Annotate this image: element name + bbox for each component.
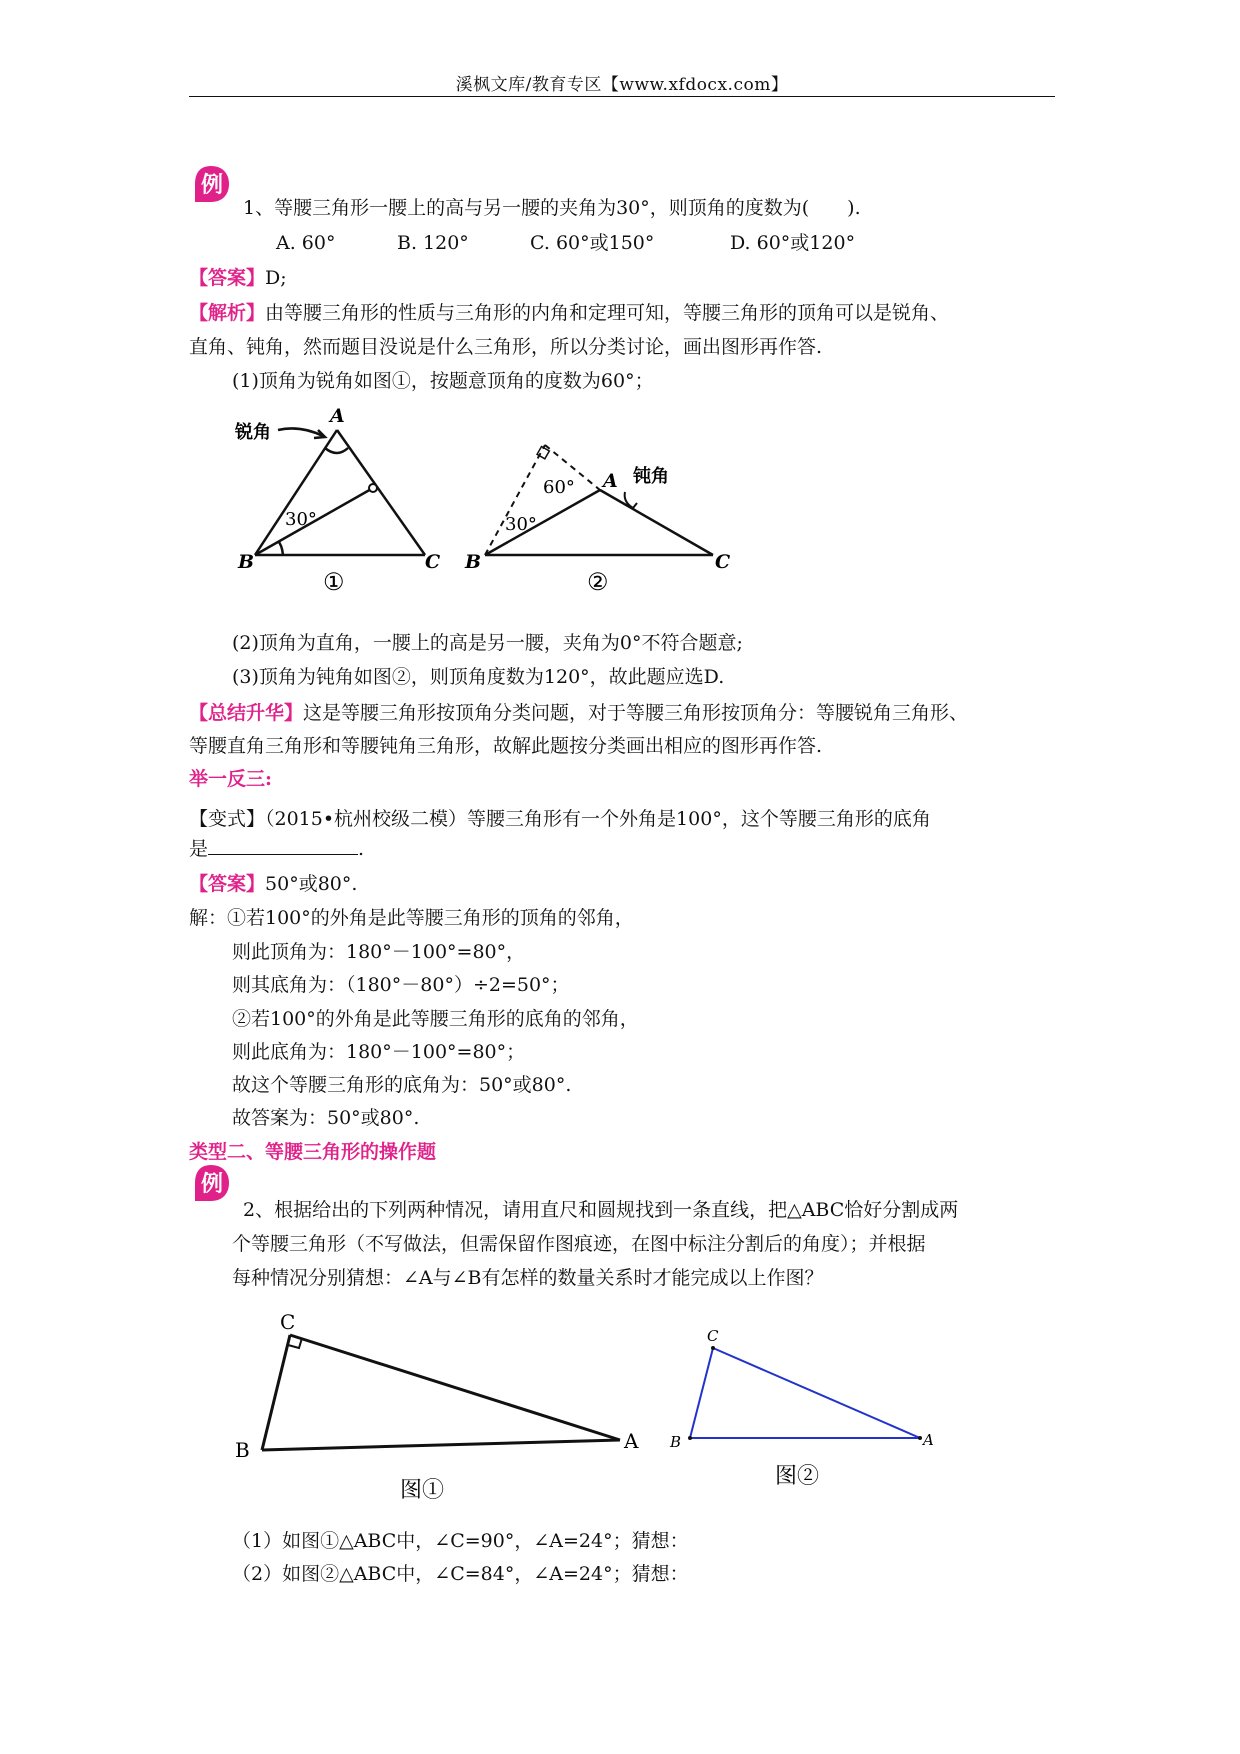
header-divider [189,96,1055,97]
answer-text: D; [265,267,287,289]
fig2-side-ac [600,490,713,555]
fig2-obtuse-label: 钝角 [633,466,669,487]
practice-heading: 举一反三: [189,768,273,790]
fig3-label-a: A [624,1429,639,1453]
q1-case1: (1)顶角为锐角如图①，按题意顶角的度数为60°； [232,370,654,392]
figure-1 [230,400,460,610]
fig3-side-ab [262,1440,620,1450]
example-badge-icon [191,164,231,204]
solution-line-1: 解：①若100°的外角是此等腰三角形的顶角的邻角， [189,907,634,929]
badge-label: 例 [200,172,224,198]
fig3-label-c: C [280,1310,296,1334]
variant-prefix: 是 [189,838,209,860]
fig3-caption: 图① [400,1478,445,1503]
solution-line-6: 故这个等腰三角形的底角为：50°或80°. [232,1074,572,1096]
fig1-foot-marker [369,484,377,492]
q1-analysis-l2: 直角、钝角，然而题目没说是什么三角形，所以分类讨论，画出图形再作答. [189,336,823,358]
q1-option-d: D. 60°或120° [730,232,856,254]
figure-3 [230,1305,650,1505]
q2-stem-l3: 每种情况分别猜想：∠A与∠B有怎样的数量关系时才能完成以上作图？ [232,1267,824,1289]
fig1-label-c: C [425,551,441,573]
q2-sub2: （2）如图②△ABC中，∠C=84°，∠A=24°；猜想： [232,1563,689,1585]
fig4-side-bc [690,1348,713,1438]
fig3-side-bc [262,1335,290,1450]
q1-summary-l1 [189,700,968,726]
fig1-arrow [278,428,323,436]
analysis-tag: 【解析】 [189,302,266,324]
fig4-side-ca [713,1348,920,1438]
fig4-caption: 图② [775,1464,820,1489]
fig4-label-b: B [670,1433,682,1451]
fig2-angle-30: 30° [505,514,537,535]
fig1-side-ac [337,430,425,555]
solution-line-5: 则此底角为：180°－100°=80°； [232,1041,526,1063]
q1-analysis-l1 [189,300,949,326]
fig2-label-a: A [603,470,618,492]
fig1-label-b: B [238,551,255,573]
practice-answer-text: 50°或80°. [265,873,358,895]
q1-case3: (3)顶角为钝角如图②，则顶角度数为120°，故此题应选D. [232,666,725,688]
q1-summary-l2: 等腰直角三角形和等腰钝角三角形，故解此题按分类画出相应的图形再作答. [189,735,823,757]
q1-case2: (2)顶角为直角，一腰上的高是另一腰，夹角为0°不符合题意; [232,632,743,654]
figure-4 [665,1320,955,1500]
figure-2 [455,430,745,610]
fig1-acute-label: 锐角 [235,422,271,443]
summary-text-1: 这是等腰三角形按顶角分类问题，对于等腰三角形按顶角分：等腰锐角三角形、 [303,702,969,724]
type2-heading: 类型二、等腰三角形的操作题 [189,1141,437,1163]
fig1-label-a: A [330,405,345,427]
practice-answer [189,871,357,897]
fig4-label-a: A [923,1431,934,1449]
fig2-angle-60: 60° [543,477,575,498]
q2-stem-l1: 2、根据给出的下列两种情况，请用直尺和圆规找到一条直线，把△ABC恰好分割成两 [243,1199,959,1221]
summary-tag: 【总结升华】 [189,702,304,724]
solution-line-2: 则此顶角为：180°－100°=80°， [232,941,526,963]
fig1-angle-30: 30° [285,509,317,530]
variant-l1: 【变式】（2015•杭州校级二模）等腰三角形有一个外角是100°，这个等腰三角形的底角 [189,808,931,830]
fig2-label-b: B [465,551,482,573]
q2-stem-l2: 个等腰三角形（不写做法，但需保留作图痕迹，在图中标注分割后的角度）；并根据 [232,1233,926,1255]
fig1-apex-arc [325,448,348,453]
fig4-label-c: C [707,1327,719,1345]
fig1-base-arc [278,541,283,555]
fig1-caption: ① [323,568,345,596]
q1-option-a: A. 60° [276,232,336,254]
solution-line-7: 故答案为：50°或80°. [232,1107,420,1129]
answer-tag: 【答案】 [189,267,266,289]
solution-line-3: 则其底角为：（180°－80°）÷2=50°； [232,974,570,996]
answer-blank [208,836,358,855]
variant-suffix: . [358,838,365,860]
fig3-side-ca [290,1335,620,1440]
badge-label: 例 [200,1171,224,1197]
solution-line-4: ②若100°的外角是此等腰三角形的底角的邻角， [232,1008,639,1030]
q1-option-c: C. 60°或150° [530,232,655,254]
page-header: 溪枫文库/教育专区【www.xfdocx.com】 [455,75,789,95]
q1-stem: 1、等腰三角形一腰上的高与另一腰的夹角为30°，则顶角的度数为( ). [243,197,861,219]
variant-l2 [189,836,364,862]
q1-answer [189,265,287,291]
practice-answer-tag: 【答案】 [189,873,266,895]
example-badge-icon [191,1163,231,1203]
q2-sub1: （1）如图①△ABC中，∠C=90°，∠A=24°；猜想： [232,1530,689,1552]
fig2-label-c: C [715,551,731,573]
analysis-text-1: 由等腰三角形的性质与三角形的内角和定理可知，等腰三角形的顶角可以是锐角、 [265,302,950,324]
q1-option-b: B. 120° [397,232,469,254]
fig3-label-b: B [235,1438,250,1462]
fig2-caption: ② [587,568,609,596]
